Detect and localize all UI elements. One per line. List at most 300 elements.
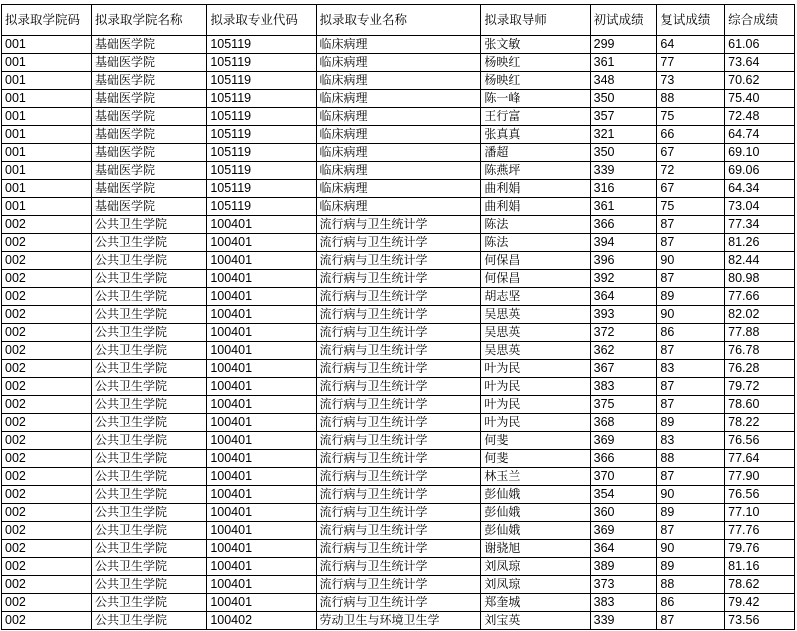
college-code-cell: 001 <box>2 198 92 216</box>
college-code-cell: 002 <box>2 504 92 522</box>
supervisor-cell: 叶为民 <box>481 396 590 414</box>
major-code-cell: 105119 <box>207 144 316 162</box>
college-name-cell: 公共卫生学院 <box>92 378 207 396</box>
retest-score-cell: 90 <box>657 306 725 324</box>
table-row <box>2 180 795 198</box>
table-row <box>2 126 795 144</box>
major-name-cell: 临床病理 <box>316 126 481 144</box>
total-score-cell: 73.56 <box>725 612 795 630</box>
initial-score-cell: 373 <box>590 576 657 594</box>
major-code-cell: 100401 <box>207 450 316 468</box>
supervisor-cell: 彭仙娥 <box>481 486 590 504</box>
total-score-cell: 75.40 <box>725 90 795 108</box>
initial-score-cell: 364 <box>590 540 657 558</box>
college-name-cell: 公共卫生学院 <box>92 450 207 468</box>
supervisor-cell: 叶为民 <box>481 360 590 378</box>
retest-score-cell: 75 <box>657 198 725 216</box>
initial-score-cell: 350 <box>590 90 657 108</box>
total-score-cell: 69.06 <box>725 162 795 180</box>
table-row <box>2 54 795 72</box>
supervisor-cell: 曲利娟 <box>481 180 590 198</box>
total-score-cell: 78.62 <box>725 576 795 594</box>
table-body <box>2 36 795 630</box>
initial-score-cell: 394 <box>590 234 657 252</box>
college-code-cell: 001 <box>2 180 92 198</box>
retest-score-cell: 90 <box>657 540 725 558</box>
major-name-cell: 临床病理 <box>316 90 481 108</box>
major-name-cell: 临床病理 <box>316 36 481 54</box>
supervisor-cell: 杨映红 <box>481 54 590 72</box>
table-row <box>2 450 795 468</box>
initial-score-cell: 316 <box>590 180 657 198</box>
retest-score-cell: 88 <box>657 450 725 468</box>
college-name-cell: 公共卫生学院 <box>92 576 207 594</box>
retest-score-cell: 87 <box>657 270 725 288</box>
major-name-cell: 流行病与卫生统计学 <box>316 324 481 342</box>
major-name-cell: 流行病与卫生统计学 <box>316 342 481 360</box>
table-row <box>2 378 795 396</box>
table-row <box>2 198 795 216</box>
major-code-cell: 100401 <box>207 468 316 486</box>
college-code-cell: 002 <box>2 468 92 486</box>
total-score-cell: 81.26 <box>725 234 795 252</box>
college-code-cell: 002 <box>2 486 92 504</box>
initial-score-cell: 389 <box>590 558 657 576</box>
college-name-cell: 公共卫生学院 <box>92 396 207 414</box>
header-college-name: 拟录取学院名称 <box>92 5 207 36</box>
college-code-cell: 001 <box>2 72 92 90</box>
major-code-cell: 105119 <box>207 54 316 72</box>
total-score-cell: 69.10 <box>725 144 795 162</box>
table-row <box>2 486 795 504</box>
total-score-cell: 76.28 <box>725 360 795 378</box>
total-score-cell: 64.34 <box>725 180 795 198</box>
college-name-cell: 基础医学院 <box>92 162 207 180</box>
supervisor-cell: 叶为民 <box>481 414 590 432</box>
total-score-cell: 73.64 <box>725 54 795 72</box>
major-name-cell: 流行病与卫生统计学 <box>316 216 481 234</box>
major-code-cell: 105119 <box>207 180 316 198</box>
table-header <box>2 5 795 36</box>
supervisor-cell: 何保昌 <box>481 252 590 270</box>
total-score-cell: 79.76 <box>725 540 795 558</box>
total-score-cell: 82.44 <box>725 252 795 270</box>
total-score-cell: 77.64 <box>725 450 795 468</box>
table-row <box>2 144 795 162</box>
total-score-cell: 70.62 <box>725 72 795 90</box>
major-code-cell: 100401 <box>207 522 316 540</box>
college-code-cell: 001 <box>2 144 92 162</box>
supervisor-cell: 林玉兰 <box>481 468 590 486</box>
retest-score-cell: 88 <box>657 90 725 108</box>
major-name-cell: 流行病与卫生统计学 <box>316 486 481 504</box>
major-code-cell: 100401 <box>207 504 316 522</box>
header-retest-score: 复试成绩 <box>657 5 725 36</box>
major-code-cell: 100401 <box>207 414 316 432</box>
total-score-cell: 77.10 <box>725 504 795 522</box>
table-row <box>2 576 795 594</box>
table-row <box>2 324 795 342</box>
supervisor-cell: 潘超 <box>481 144 590 162</box>
major-name-cell: 临床病理 <box>316 54 481 72</box>
supervisor-cell: 杨映红 <box>481 72 590 90</box>
major-code-cell: 100401 <box>207 558 316 576</box>
college-code-cell: 002 <box>2 576 92 594</box>
college-code-cell: 002 <box>2 594 92 612</box>
college-code-cell: 002 <box>2 342 92 360</box>
college-name-cell: 公共卫生学院 <box>92 414 207 432</box>
supervisor-cell: 吴思英 <box>481 306 590 324</box>
supervisor-cell: 吴思英 <box>481 324 590 342</box>
college-code-cell: 001 <box>2 162 92 180</box>
major-name-cell: 临床病理 <box>316 198 481 216</box>
initial-score-cell: 369 <box>590 432 657 450</box>
college-code-cell: 002 <box>2 306 92 324</box>
supervisor-cell: 彭仙娥 <box>481 504 590 522</box>
college-name-cell: 基础医学院 <box>92 90 207 108</box>
major-code-cell: 105119 <box>207 162 316 180</box>
initial-score-cell: 383 <box>590 378 657 396</box>
total-score-cell: 79.72 <box>725 378 795 396</box>
major-code-cell: 105119 <box>207 72 316 90</box>
initial-score-cell: 361 <box>590 54 657 72</box>
total-score-cell: 72.48 <box>725 108 795 126</box>
initial-score-cell: 361 <box>590 198 657 216</box>
college-code-cell: 001 <box>2 36 92 54</box>
major-name-cell: 临床病理 <box>316 72 481 90</box>
table-row <box>2 90 795 108</box>
table-row <box>2 360 795 378</box>
total-score-cell: 76.56 <box>725 432 795 450</box>
initial-score-cell: 370 <box>590 468 657 486</box>
major-code-cell: 100401 <box>207 576 316 594</box>
header-total-score: 综合成绩 <box>725 5 795 36</box>
college-code-cell: 001 <box>2 108 92 126</box>
major-code-cell: 100401 <box>207 252 316 270</box>
major-code-cell: 100401 <box>207 594 316 612</box>
initial-score-cell: 339 <box>590 162 657 180</box>
initial-score-cell: 339 <box>590 612 657 630</box>
major-name-cell: 临床病理 <box>316 108 481 126</box>
major-name-cell: 流行病与卫生统计学 <box>316 594 481 612</box>
table-row <box>2 306 795 324</box>
major-code-cell: 105119 <box>207 90 316 108</box>
college-name-cell: 公共卫生学院 <box>92 216 207 234</box>
college-code-cell: 002 <box>2 324 92 342</box>
college-code-cell: 002 <box>2 558 92 576</box>
major-name-cell: 流行病与卫生统计学 <box>316 414 481 432</box>
retest-score-cell: 86 <box>657 324 725 342</box>
retest-score-cell: 87 <box>657 396 725 414</box>
major-name-cell: 流行病与卫生统计学 <box>316 288 481 306</box>
major-code-cell: 100401 <box>207 324 316 342</box>
total-score-cell: 64.74 <box>725 126 795 144</box>
total-score-cell: 76.56 <box>725 486 795 504</box>
supervisor-cell: 吴思英 <box>481 342 590 360</box>
table-row <box>2 504 795 522</box>
major-name-cell: 流行病与卫生统计学 <box>316 270 481 288</box>
table-row <box>2 594 795 612</box>
major-code-cell: 100401 <box>207 396 316 414</box>
major-name-cell: 劳动卫生与环境卫生学 <box>316 612 481 630</box>
major-code-cell: 100401 <box>207 378 316 396</box>
major-code-cell: 105119 <box>207 198 316 216</box>
supervisor-cell: 刘凤琼 <box>481 576 590 594</box>
total-score-cell: 78.60 <box>725 396 795 414</box>
retest-score-cell: 89 <box>657 414 725 432</box>
retest-score-cell: 86 <box>657 594 725 612</box>
supervisor-cell: 何保昌 <box>481 270 590 288</box>
college-name-cell: 公共卫生学院 <box>92 342 207 360</box>
college-code-cell: 002 <box>2 234 92 252</box>
college-code-cell: 002 <box>2 360 92 378</box>
major-code-cell: 100401 <box>207 486 316 504</box>
major-name-cell: 流行病与卫生统计学 <box>316 540 481 558</box>
retest-score-cell: 87 <box>657 468 725 486</box>
initial-score-cell: 383 <box>590 594 657 612</box>
major-name-cell: 临床病理 <box>316 180 481 198</box>
table-row <box>2 342 795 360</box>
supervisor-cell: 张真真 <box>481 126 590 144</box>
initial-score-cell: 366 <box>590 216 657 234</box>
supervisor-cell: 刘凤琼 <box>481 558 590 576</box>
header-major-code: 拟录取专业代码 <box>207 5 316 36</box>
major-name-cell: 流行病与卫生统计学 <box>316 306 481 324</box>
major-code-cell: 100401 <box>207 288 316 306</box>
retest-score-cell: 87 <box>657 234 725 252</box>
initial-score-cell: 364 <box>590 288 657 306</box>
initial-score-cell: 366 <box>590 450 657 468</box>
supervisor-cell: 陈燕坪 <box>481 162 590 180</box>
college-name-cell: 公共卫生学院 <box>92 252 207 270</box>
table-row <box>2 72 795 90</box>
college-name-cell: 公共卫生学院 <box>92 360 207 378</box>
college-code-cell: 002 <box>2 540 92 558</box>
admission-table <box>1 4 795 630</box>
total-score-cell: 79.42 <box>725 594 795 612</box>
initial-score-cell: 396 <box>590 252 657 270</box>
supervisor-cell: 郑奎城 <box>481 594 590 612</box>
initial-score-cell: 393 <box>590 306 657 324</box>
major-name-cell: 临床病理 <box>316 162 481 180</box>
college-code-cell: 002 <box>2 396 92 414</box>
total-score-cell: 80.98 <box>725 270 795 288</box>
major-code-cell: 100402 <box>207 612 316 630</box>
retest-score-cell: 73 <box>657 72 725 90</box>
college-name-cell: 基础医学院 <box>92 72 207 90</box>
college-name-cell: 基础医学院 <box>92 54 207 72</box>
college-name-cell: 公共卫生学院 <box>92 594 207 612</box>
retest-score-cell: 88 <box>657 576 725 594</box>
header-row <box>2 5 795 36</box>
total-score-cell: 61.06 <box>725 36 795 54</box>
college-name-cell: 公共卫生学院 <box>92 540 207 558</box>
major-name-cell: 流行病与卫生统计学 <box>316 396 481 414</box>
college-code-cell: 002 <box>2 414 92 432</box>
major-name-cell: 流行病与卫生统计学 <box>316 234 481 252</box>
college-code-cell: 002 <box>2 270 92 288</box>
supervisor-cell: 王行富 <box>481 108 590 126</box>
major-name-cell: 流行病与卫生统计学 <box>316 504 481 522</box>
retest-score-cell: 67 <box>657 180 725 198</box>
supervisor-cell: 胡志坚 <box>481 288 590 306</box>
retest-score-cell: 64 <box>657 36 725 54</box>
header-college-code: 拟录取学院码 <box>2 5 92 36</box>
college-name-cell: 公共卫生学院 <box>92 432 207 450</box>
retest-score-cell: 87 <box>657 342 725 360</box>
major-code-cell: 100401 <box>207 306 316 324</box>
supervisor-cell: 何斐 <box>481 450 590 468</box>
table-row <box>2 108 795 126</box>
supervisor-cell: 陈法 <box>481 234 590 252</box>
header-major-name: 拟录取专业名称 <box>316 5 481 36</box>
table-row <box>2 414 795 432</box>
total-score-cell: 76.78 <box>725 342 795 360</box>
header-initial-score: 初试成绩 <box>590 5 657 36</box>
college-name-cell: 公共卫生学院 <box>92 522 207 540</box>
major-name-cell: 临床病理 <box>316 144 481 162</box>
retest-score-cell: 87 <box>657 522 725 540</box>
initial-score-cell: 348 <box>590 72 657 90</box>
retest-score-cell: 90 <box>657 486 725 504</box>
major-code-cell: 105119 <box>207 108 316 126</box>
major-code-cell: 105119 <box>207 126 316 144</box>
college-code-cell: 001 <box>2 126 92 144</box>
retest-score-cell: 87 <box>657 378 725 396</box>
college-name-cell: 公共卫生学院 <box>92 234 207 252</box>
total-score-cell: 82.02 <box>725 306 795 324</box>
major-name-cell: 流行病与卫生统计学 <box>316 432 481 450</box>
table-row <box>2 396 795 414</box>
retest-score-cell: 87 <box>657 612 725 630</box>
college-name-cell: 基础医学院 <box>92 144 207 162</box>
major-code-cell: 100401 <box>207 234 316 252</box>
college-name-cell: 基础医学院 <box>92 180 207 198</box>
major-code-cell: 100401 <box>207 216 316 234</box>
initial-score-cell: 350 <box>590 144 657 162</box>
total-score-cell: 78.22 <box>725 414 795 432</box>
supervisor-cell: 曲利娟 <box>481 198 590 216</box>
table-row <box>2 612 795 630</box>
supervisor-cell: 张文敏 <box>481 36 590 54</box>
major-name-cell: 流行病与卫生统计学 <box>316 360 481 378</box>
initial-score-cell: 362 <box>590 342 657 360</box>
total-score-cell: 77.34 <box>725 216 795 234</box>
table-row <box>2 234 795 252</box>
initial-score-cell: 354 <box>590 486 657 504</box>
college-name-cell: 公共卫生学院 <box>92 504 207 522</box>
college-code-cell: 002 <box>2 288 92 306</box>
retest-score-cell: 89 <box>657 504 725 522</box>
college-name-cell: 基础医学院 <box>92 126 207 144</box>
college-code-cell: 002 <box>2 612 92 630</box>
initial-score-cell: 321 <box>590 126 657 144</box>
college-name-cell: 公共卫生学院 <box>92 270 207 288</box>
table-row <box>2 522 795 540</box>
college-name-cell: 基础医学院 <box>92 36 207 54</box>
college-code-cell: 002 <box>2 450 92 468</box>
supervisor-cell: 叶为民 <box>481 378 590 396</box>
major-code-cell: 100401 <box>207 342 316 360</box>
supervisor-cell: 陈法 <box>481 216 590 234</box>
retest-score-cell: 90 <box>657 252 725 270</box>
initial-score-cell: 375 <box>590 396 657 414</box>
college-code-cell: 002 <box>2 432 92 450</box>
retest-score-cell: 83 <box>657 360 725 378</box>
college-code-cell: 002 <box>2 378 92 396</box>
table-row <box>2 162 795 180</box>
total-score-cell: 77.76 <box>725 522 795 540</box>
retest-score-cell: 75 <box>657 108 725 126</box>
supervisor-cell: 何斐 <box>481 432 590 450</box>
retest-score-cell: 72 <box>657 162 725 180</box>
major-name-cell: 流行病与卫生统计学 <box>316 558 481 576</box>
table-row <box>2 432 795 450</box>
supervisor-cell: 陈一峰 <box>481 90 590 108</box>
total-score-cell: 77.66 <box>725 288 795 306</box>
retest-score-cell: 87 <box>657 216 725 234</box>
initial-score-cell: 392 <box>590 270 657 288</box>
college-name-cell: 公共卫生学院 <box>92 468 207 486</box>
total-score-cell: 77.88 <box>725 324 795 342</box>
college-name-cell: 公共卫生学院 <box>92 612 207 630</box>
table-row <box>2 216 795 234</box>
retest-score-cell: 77 <box>657 54 725 72</box>
header-supervisor: 拟录取导师 <box>481 5 590 36</box>
college-code-cell: 002 <box>2 522 92 540</box>
major-name-cell: 流行病与卫生统计学 <box>316 468 481 486</box>
college-name-cell: 公共卫生学院 <box>92 486 207 504</box>
major-code-cell: 100401 <box>207 360 316 378</box>
major-code-cell: 100401 <box>207 540 316 558</box>
college-name-cell: 公共卫生学院 <box>92 558 207 576</box>
retest-score-cell: 89 <box>657 558 725 576</box>
retest-score-cell: 83 <box>657 432 725 450</box>
college-name-cell: 公共卫生学院 <box>92 306 207 324</box>
major-name-cell: 流行病与卫生统计学 <box>316 522 481 540</box>
major-code-cell: 105119 <box>207 36 316 54</box>
college-code-cell: 001 <box>2 90 92 108</box>
table-row <box>2 288 795 306</box>
college-code-cell: 002 <box>2 216 92 234</box>
table-row <box>2 468 795 486</box>
initial-score-cell: 357 <box>590 108 657 126</box>
college-code-cell: 002 <box>2 252 92 270</box>
major-code-cell: 100401 <box>207 270 316 288</box>
initial-score-cell: 367 <box>590 360 657 378</box>
major-name-cell: 流行病与卫生统计学 <box>316 378 481 396</box>
major-code-cell: 100401 <box>207 432 316 450</box>
initial-score-cell: 369 <box>590 522 657 540</box>
supervisor-cell: 刘宝英 <box>481 612 590 630</box>
college-name-cell: 公共卫生学院 <box>92 288 207 306</box>
table-row <box>2 252 795 270</box>
supervisor-cell: 谢骁旭 <box>481 540 590 558</box>
initial-score-cell: 368 <box>590 414 657 432</box>
initial-score-cell: 372 <box>590 324 657 342</box>
total-score-cell: 77.90 <box>725 468 795 486</box>
college-name-cell: 公共卫生学院 <box>92 324 207 342</box>
major-name-cell: 流行病与卫生统计学 <box>316 576 481 594</box>
college-name-cell: 基础医学院 <box>92 198 207 216</box>
college-name-cell: 基础医学院 <box>92 108 207 126</box>
table-row <box>2 270 795 288</box>
initial-score-cell: 299 <box>590 36 657 54</box>
retest-score-cell: 89 <box>657 288 725 306</box>
college-code-cell: 001 <box>2 54 92 72</box>
retest-score-cell: 66 <box>657 126 725 144</box>
major-name-cell: 流行病与卫生统计学 <box>316 450 481 468</box>
